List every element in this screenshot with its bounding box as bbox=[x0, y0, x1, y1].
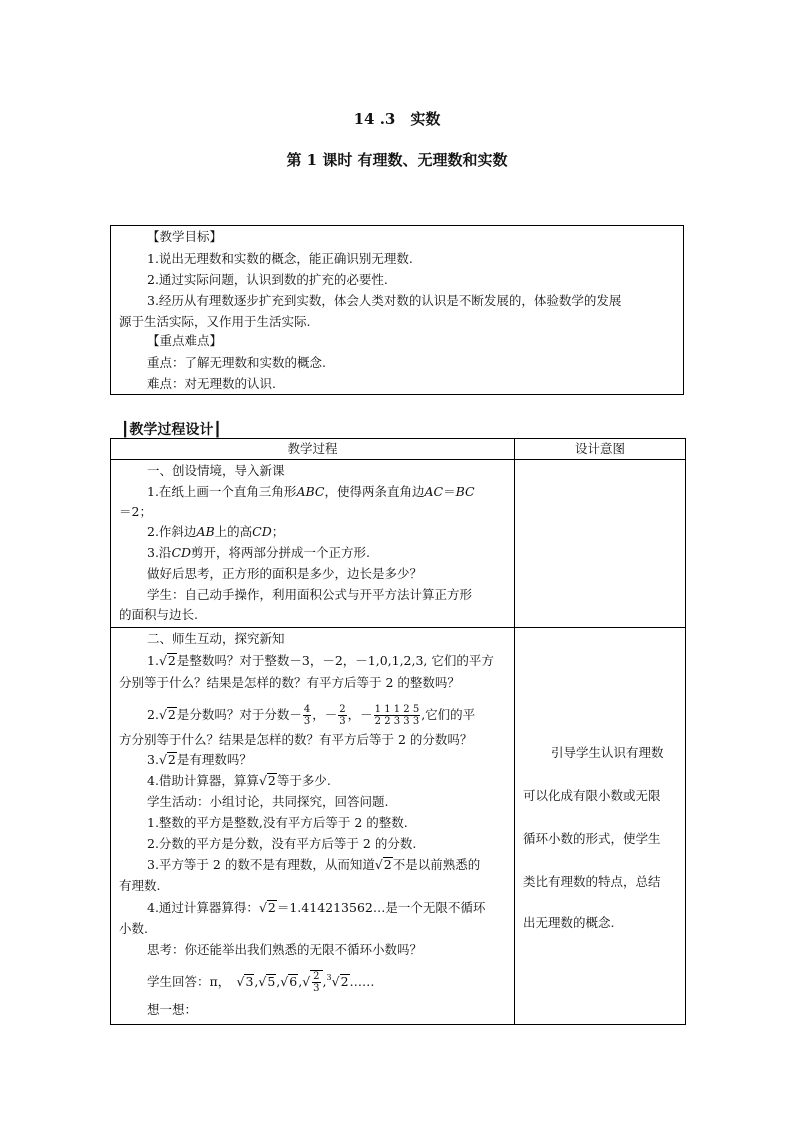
part2-ponder: 思考：你还能举出我们熟悉的无限不循环小数吗？ bbox=[147, 942, 423, 957]
goal-3a: 3.经历从有理数逐步扩充到实数，体会人类对数的认识是不断发展的，体验数学的发展 bbox=[147, 293, 622, 308]
goal-1: 1.说出无理数和实数的概念，能正确识别无理数. bbox=[147, 251, 413, 266]
process-table bbox=[110, 438, 686, 1025]
frac-list: $\frac{1 1 1 2 5}{2 2 3 3 3}$ bbox=[374, 704, 420, 727]
difficulty: 难点：对无理数的认识. bbox=[147, 376, 276, 391]
section-title: 14 .3 实数 bbox=[353, 110, 441, 128]
frac-2-3: $\frac{2}{3}$ bbox=[339, 704, 346, 727]
part1-student: 学生：自己动手操作，利用面积公式与开平方法计算正方形 bbox=[147, 587, 473, 602]
part2-q1: 1.√2是整数吗？对于整数－3，－2，－1,0,1,2,3, 它们的平方 bbox=[147, 653, 494, 668]
goal-heading: 【教学目标】 bbox=[147, 229, 223, 244]
lesson-title: 第 1 课时 有理数、无理数和实数 bbox=[286, 151, 508, 169]
process-section-title: ┃教学过程设计┃ bbox=[121, 422, 222, 438]
part1-step2: 2.作斜边AB上的高CD； bbox=[147, 524, 285, 539]
part2-answer: 学生回答：π， √3,√5,√6,√ $\frac{2}{3}$ ,$^3$√2…… bbox=[147, 971, 375, 994]
part1-cell bbox=[111, 460, 515, 628]
part1-student-cont: 的面积与边长. bbox=[119, 607, 198, 622]
part2-q2-cont: 方分别等于什么？结果是怎样的数？有平方后等于 2 的分数吗？ bbox=[119, 732, 473, 747]
frac-4-3: $\frac{4}{3}$ bbox=[303, 704, 311, 727]
part2-a4: 4.通过计算器算得：√2＝1.414213562…是一个无限不循环 bbox=[147, 900, 486, 915]
intent2-line4: 类比有理数的特点，总结 bbox=[523, 874, 661, 889]
part2-thinkabout: 想一想： bbox=[147, 1002, 198, 1017]
key-point: 重点：了解无理数和实数的概念. bbox=[147, 355, 326, 370]
part1-step1-cont: ＝2； bbox=[119, 504, 152, 519]
part2-q1-cont: 分别等于什么？结果是怎样的数？有平方后等于 2 的整数吗？ bbox=[119, 675, 460, 690]
part2-cell bbox=[111, 628, 515, 1025]
key-heading: 【重点难点】 bbox=[147, 333, 223, 348]
intent2-line2: 可以化成有限小数或无限 bbox=[523, 788, 661, 803]
sqrt2-radicand: 2 bbox=[167, 653, 176, 668]
objectives-box bbox=[110, 225, 684, 395]
intent2-line3: 循环小数的形式，使学生 bbox=[523, 831, 661, 846]
part2-q3: 3.√2是有理数吗？ bbox=[147, 752, 252, 767]
nested-root: $\frac{2}{3}$ bbox=[310, 970, 322, 994]
intent2-line1: 引导学生认识有理数 bbox=[551, 745, 664, 760]
part1-think: 做好后思考，正方形的面积是多少，边长是多少？ bbox=[147, 566, 423, 581]
part1-step3: 3.沿CD剪开，将两部分拼成一个正方形. bbox=[147, 545, 371, 560]
intent2-line5: 出无理数的概念. bbox=[523, 915, 615, 930]
part2-activity: 学生活动：小组讨论，共同探究，回答问题. bbox=[147, 794, 389, 809]
part2-a2: 2.分数的平方是分数，没有平方后等于 2 的分数. bbox=[147, 836, 417, 851]
part2-a3-cont: 有理数. bbox=[119, 878, 161, 893]
part2-a3: 3.平方等于 2 的数不是有理数，从而知道√2不是以前熟悉的 bbox=[147, 857, 481, 872]
intent1-cell bbox=[515, 460, 686, 628]
part1-title: 一、创设情境，导入新课 bbox=[147, 463, 285, 478]
col-header-intent: 设计意图 bbox=[515, 439, 686, 460]
intent2-cell bbox=[515, 628, 686, 1025]
part2-title: 二、师生互动，探究新知 bbox=[147, 631, 285, 646]
part2-q4: 4.借助计算器，算算√2等于多少. bbox=[147, 773, 331, 788]
goal-3b: 源于生活实际，又作用于生活实际. bbox=[119, 314, 311, 329]
col-header-process: 教学过程 bbox=[111, 439, 515, 460]
part2-a1: 1.整数的平方是整数,没有平方后等于 2 的整数. bbox=[147, 815, 408, 830]
part2-q2: 2.√2是分数吗？对于分数－ $\frac{4}{3}$ ，－ $\frac{2}{3}$ ，－ $\frac{1 1 1 2 5}{2 2 3 3 3}$ ,它们的平 bbox=[147, 704, 476, 727]
goal-2: 2.通过实际问题，认识到数的扩充的必要性. bbox=[147, 272, 388, 287]
part2-a4-cont: 小数. bbox=[119, 921, 148, 936]
part1-step1: 1.在纸上画一个直角三角形ABC，使得两条直角边AC＝BC bbox=[147, 484, 475, 499]
